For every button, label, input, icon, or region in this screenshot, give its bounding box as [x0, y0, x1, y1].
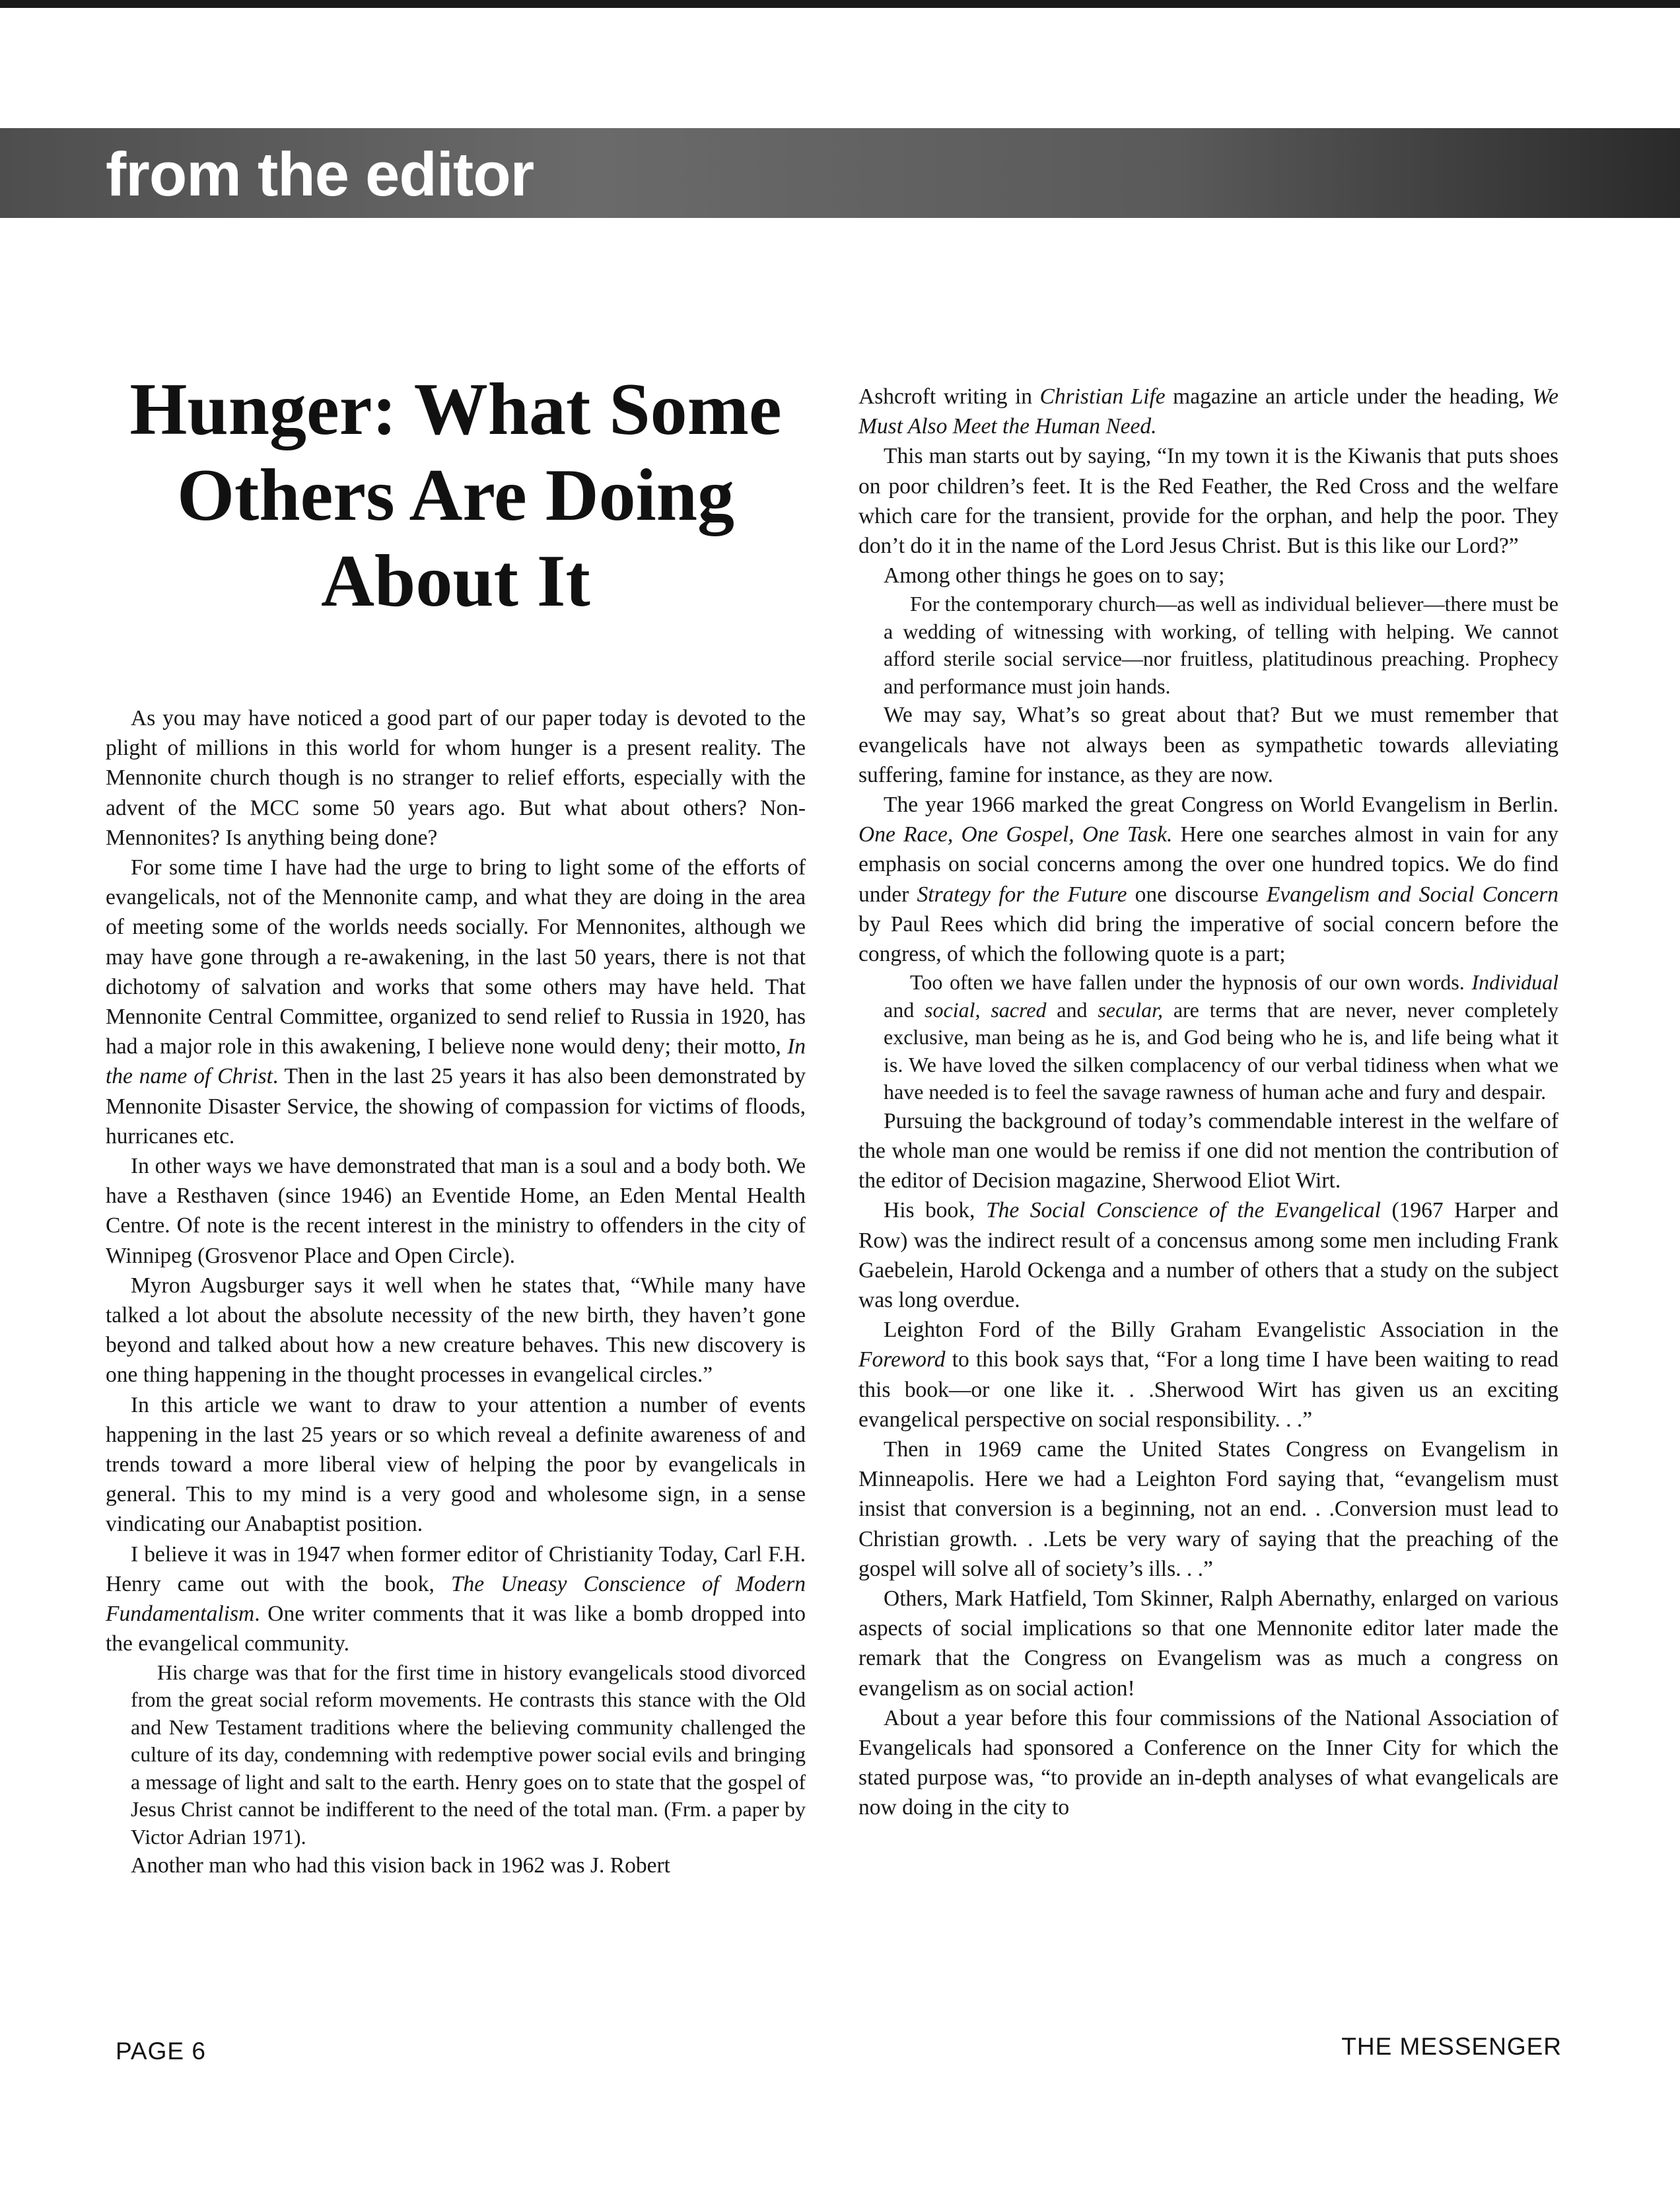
italic-text: In the name of Christ	[106, 1034, 806, 1089]
article-column-right	[858, 382, 1558, 1823]
text-run: For the contemporary church—as well as individual believer—there must be a wedding of witnessing with working, of telling with helping. We cannot afford sterile social service—nor fruitless, platitudinous preaching. Prophecy and performance must join hands.	[884, 592, 1558, 698]
text-run: This man starts out by saying, “In my town it is the Kiwanis that puts shoes on poor children’s feet. It is the Red Feather, the Red Cross and the welfare which care for the transient, provide for the orphan, and help the poor. They don’t do it in the name of the Lord Jesus Christ. But is this like our Lord?”	[858, 444, 1558, 559]
paragraph	[106, 853, 806, 1151]
text-run: About a year before this four commissions of the National Association of Evangelicals had sponsored a Conference on the Inner City for which the stated purpose was, “to provide an in-depth analyses of what evangelicals are now doing in the city to	[858, 1705, 1558, 1820]
text-run: The year 1966 marked the great Congress on World Evangelism in Berlin.	[884, 793, 1558, 818]
text-run: In this article we want to draw to your attention a number of events happening in the last 25 years or so which reveal a definite awareness of and trends toward a more liberal view of helping the poor by evangelicals in general. This to my mind is a very good and wholesome sign, in a sense vindicating our Anabaptist position.	[106, 1392, 806, 1537]
italic-text: Christian Life	[1039, 384, 1166, 409]
paragraph	[106, 1271, 806, 1390]
text-run: As you may have noticed a good part of our paper today is devoted to the plight of millions in this world for whom hunger is a present reality. The Mennonite church though is no stranger to relief efforts, especially with the advent of the MCC some 50 years ago. But what about others? Non-Mennonites? Is anything being done?	[106, 706, 806, 850]
text-run: Leighton Ford of the Billy Graham Evangelistic Association in the	[884, 1318, 1558, 1343]
headline-line: About It	[321, 540, 590, 622]
text-run: His charge was that for the first time in history evangelicals stood divorced from the great social reform movements. He contrasts this stance with the Old and New Testament traditions where the believing community challenged the culture of its day, condemning with redemptive power social evils and bringing a message of light and salt to the earth. Henry goes on to state that the gospel of Jesus Christ cannot be indifferent to the need of the total man. (Frm. a paper by Victor Adrian 1971).	[131, 1660, 806, 1849]
italic-text: The Social Conscience of the Evangelical	[985, 1198, 1381, 1223]
text-run: . Then in the last 25 years it has also been demonstrated by Mennonite Disaster Service, the showing of compassion for victims of floods, hurricanes etc.	[106, 1064, 806, 1149]
italic-text: Strategy for the Future	[917, 882, 1127, 907]
italic-text: Evangelism and Social Concern	[1266, 882, 1558, 907]
text-run: Here one searches almost in vain for any emphasis on social concerns among the over one hundred topics. We do find under	[858, 822, 1558, 907]
headline-line: Others Are Doing	[176, 454, 735, 536]
text-run: His book,	[884, 1198, 986, 1223]
text-run: Among other things he goes on to say;	[884, 563, 1225, 588]
paragraph	[858, 1106, 1558, 1196]
paragraph	[858, 700, 1558, 790]
quote-paragraph	[884, 590, 1558, 700]
paragraph	[858, 441, 1558, 561]
text-run: Myron Augsburger says it well when he states that, “While many have talked a lot about the absolute necessity of the new birth, they haven’t gone beyond and talked about how a new creature behaves. This new discovery is one thing happening in the thought processes in evangelical circles.”	[106, 1273, 806, 1388]
text-run: . One writer comments that it was like a bomb dropped into the evangelical community.	[106, 1602, 806, 1656]
text-run: one discourse	[1127, 882, 1267, 907]
quote-paragraph	[884, 969, 1558, 1106]
section-banner-title: from the editor	[106, 139, 534, 209]
page-number: PAGE 6	[116, 2038, 206, 2065]
italic-text: secular,	[1098, 997, 1163, 1022]
block-quote	[884, 590, 1558, 700]
article-column-left	[106, 703, 806, 1880]
italic-text: The Uneasy Conscience of Modern Fundamentalism	[106, 1571, 806, 1627]
block-quote	[131, 1659, 806, 1851]
paragraph	[106, 1390, 806, 1540]
italic-text: social, sacred	[925, 997, 1047, 1022]
paragraph	[858, 790, 1558, 969]
text-run: Pursuing the background of today’s commendable interest in the welfare of the whole man one would be remiss if one did not mention the contribution of the editor of Decision magazine, Sherwood Eliot Wirt.	[858, 1108, 1558, 1193]
paragraph	[858, 1703, 1558, 1823]
text-run: (1967 Harper and Row) was the indirect result of a concensus among some men including Frank Gaebelein, Harold Ockenga and a number of others that a study on the subject was long overdue.	[858, 1198, 1558, 1312]
text-run: Others, Mark Hatfield, Tom Skinner, Ralph Abernathy, enlarged on various aspects of social implications so that one Mennonite editor later made the remark that the Congress on Evangelism was as much a congress on evangelism as on social action!	[858, 1586, 1558, 1701]
text-run: For some time I have had the urge to bring to light some of the efforts of evangelicals, not of the Mennonite camp, and what they are doing in the area of meeting some of the worlds needs socially. For Mennonites, although we may have gone through a re-awakening, in the last 50 years, there is not that dichotomy of salvation and works that some others may have held. That Mennonite Central Committee, organized to send relief to Russia in 1920, has had a major role in this awakening, I believe none would deny; their motto,	[106, 855, 806, 1059]
paragraph	[858, 1195, 1558, 1315]
text-run: magazine an article under the heading,	[1165, 384, 1533, 409]
italic-text: We Must Also Meet the Human Need.	[858, 384, 1558, 439]
text-run: I believe it was in 1947 when former editor of Christianity Today, Carl F.H. Henry came out with the book,	[106, 1542, 806, 1596]
paragraph	[858, 1315, 1558, 1435]
article-headline	[106, 367, 806, 624]
italic-text: Foreword	[858, 1347, 946, 1372]
text-run: and	[1046, 997, 1098, 1022]
text-run: Ashcroft writing in	[858, 384, 1040, 409]
headline-line: Hunger: What Some	[129, 369, 782, 450]
text-run: Too often we have fallen under the hypnosis of our own words.	[910, 970, 1472, 995]
text-run: Then in 1969 came the United States Congress on Evangelism in Minneapolis. Here we had a Leighton Ford saying that, “evangelism must insist that conversion is a beginning, not an end. . .Conversion must lead to Christian growth. . .Lets be very wary of saying that the preaching of the gospel will solve all of society’s ills. . .”	[858, 1436, 1558, 1581]
quote-paragraph	[131, 1659, 806, 1851]
text-run: Another man who had this vision back in 1962 was J. Robert	[131, 1853, 670, 1878]
text-run: and	[884, 997, 925, 1022]
paragraph	[858, 1435, 1558, 1584]
text-run: In other ways we have demonstrated that man is a soul and a body both. We have a Resthaven (since 1946) an Eventide Home, an Eden Mental Health Centre. Of note is the recent interest in the ministry to offenders in the city of Winnipeg (Grosvenor Place and Open Circle).	[106, 1154, 806, 1268]
paragraph	[858, 561, 1558, 590]
paragraph	[106, 1151, 806, 1271]
text-run: by Paul Rees which did bring the imperative of social concern before the congress, of which the following quote is a part;	[858, 911, 1558, 967]
top-rule	[0, 0, 1680, 8]
publication-name: THE MESSENGER	[1341, 2033, 1562, 2060]
paragraph	[858, 382, 1558, 441]
italic-text: Individual	[1471, 970, 1558, 995]
paragraph	[106, 703, 806, 853]
paragraph	[858, 1584, 1558, 1703]
text-run: are terms that are never, never completely exclusive, man being as he is, and God being who he is, and life being what it is. We have loved the silken complacency of our verbal tidiness when what we have needed is to feel the savage rawness of human ache and fury and despair.	[884, 997, 1559, 1104]
text-run: We may say, What’s so great about that? But we must remember that evangelicals have not always been as sympathetic towards alleviating suffering, famine for instance, as they are now.	[858, 703, 1558, 787]
italic-text: One Race, One Gospel, One Task.	[858, 822, 1173, 847]
block-quote	[884, 969, 1558, 1106]
paragraph	[106, 1851, 806, 1880]
text-run: to this book says that, “For a long time I have been waiting to read this book—or one like it. . .Sherwood Wirt has given us an exciting evangelical perspective on social responsibility. . .”	[858, 1347, 1558, 1432]
paragraph	[106, 1540, 806, 1659]
